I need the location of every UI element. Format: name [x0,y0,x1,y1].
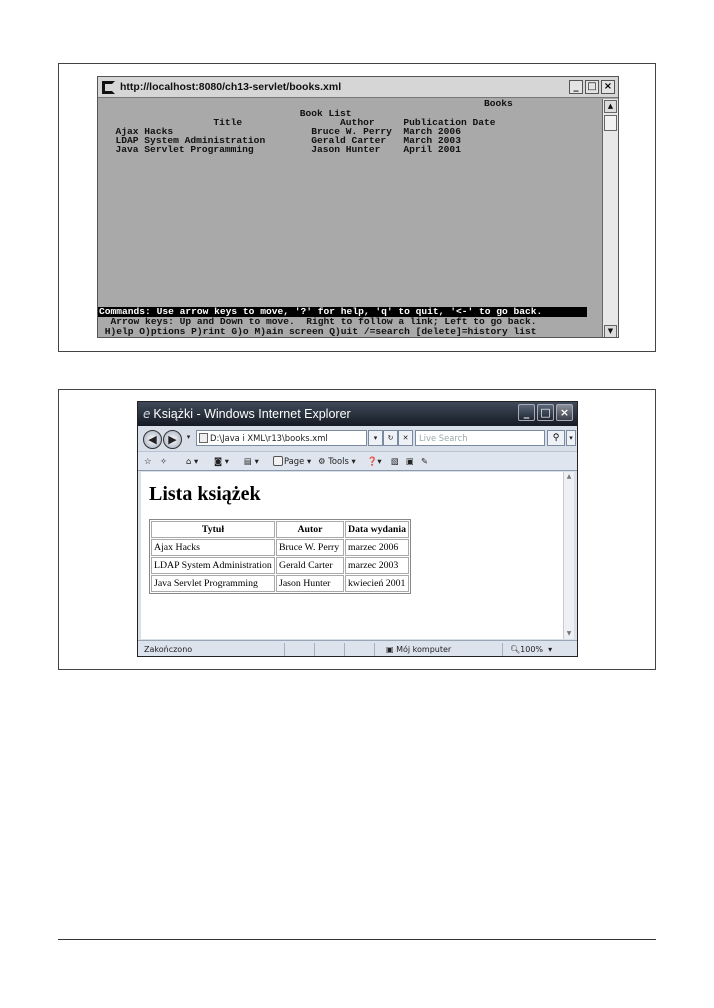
cell-date: kwiecień 2001 [345,575,409,592]
refresh-icon[interactable]: ↻ [383,430,398,446]
status-divider [314,643,315,657]
minimize-button[interactable]: _ [518,404,535,421]
table-row [151,557,409,574]
ie-scrollbar[interactable] [563,472,574,639]
tools-extra-icon[interactable]: ✎ [421,456,429,466]
ie-logo-icon: e [143,407,151,421]
lynx-arrow-help: Arrow keys: Up and Down to move. Right to follow a link; Left to go back. [99,316,537,327]
status-divider [502,643,503,657]
lynx-table-row: Ajax Hacks Bruce W. Perry March 2006 [104,126,461,137]
home-icon[interactable]: ⌂ ▾ [186,456,199,466]
books-table [149,519,411,594]
status-divider [284,643,285,657]
lynx-table-row: Java Servlet Programming Jason Hunter April 2001 [104,144,461,155]
ie-window-title: Książki - Windows Internet Explorer [153,407,351,421]
status-bar [138,640,577,657]
status-divider [374,643,375,657]
cell-author: Gerald Carter [276,557,344,574]
search-icon[interactable]: ⚲ [547,430,565,446]
research-icon[interactable]: ▧ [391,456,399,466]
page-menu[interactable]: Page ▾ [273,455,311,468]
search-input[interactable]: Live Search [415,430,545,446]
ie-window [137,401,578,657]
close-button[interactable]: × [556,404,573,421]
scroll-down-icon[interactable]: ▼ [566,630,572,637]
page-footer-rule [58,939,656,940]
zoom-level: 100% [520,645,544,654]
cell-author: Bruce W. Perry [276,539,344,556]
favorites-star-icon[interactable]: ☆ [144,456,152,466]
help-icon[interactable]: ❓▾ [367,456,382,466]
lynx-page-title: Books [104,98,513,109]
lynx-heading: Book List [104,108,352,119]
stop-icon[interactable]: ✕ [398,430,413,446]
zone-label: Mój komputer [396,645,452,654]
print-icon[interactable]: ▤ ▾ [244,456,259,466]
feeds-icon[interactable]: ◙ ▾ [214,456,229,466]
command-bar [138,451,577,471]
address-dropdown-icon[interactable]: ▾ [368,430,383,446]
console-app-icon [102,81,115,94]
column-header-title: Tytuł [151,521,275,538]
lynx-table-header: Title Author Publication Date [104,117,496,128]
figure-frame-lynx [58,63,656,352]
table-row [151,539,409,556]
history-dropdown-icon[interactable]: ▾ [186,433,191,441]
add-favorites-icon[interactable]: ✧ [160,456,168,466]
cell-title: Ajax Hacks [151,539,275,556]
address-bar-row [138,427,577,451]
zoom-icon: 🔍︎ [510,645,521,654]
lynx-page-content [98,99,604,338]
lynx-table-row: LDAP System Administration Gerald Carter March 2003 [104,135,461,146]
figure-frame-ie [58,389,656,670]
ie-title-bar [138,402,577,426]
scrollbar-thumb[interactable] [604,115,617,131]
cell-title: Java Servlet Programming [151,575,275,592]
maximize-button[interactable]: □ [537,404,554,421]
search-options-icon[interactable]: ▾ [566,430,576,446]
page-icon [273,456,283,466]
page-content [141,472,565,639]
page-icon [199,433,208,443]
computer-icon: ▣ [386,645,394,654]
column-header-author: Autor [276,521,344,538]
close-button[interactable]: × [601,80,615,94]
lynx-window-title: http://localhost:8080/ch13-servlet/books.xml [120,81,342,93]
status-divider [344,643,345,657]
lynx-window [97,76,619,338]
forward-arrow-icon[interactable]: ▶ [163,430,182,449]
cell-title: LDAP System Administration [151,557,275,574]
back-arrow-icon[interactable]: ◀ [143,430,162,449]
minimize-button[interactable]: _ [569,80,583,94]
cell-date: marzec 2003 [345,557,409,574]
tools-menu[interactable]: ⚙ Tools ▾ [318,456,356,466]
table-header-row [151,521,409,538]
lynx-command-help: Commands: Use arrow keys to move, '?' for help, 'q' to quit, '<-' to go back. [99,306,543,317]
scroll-down-icon[interactable]: ▼ [604,325,617,338]
gear-icon: ⚙ [318,456,326,466]
column-header-date: Data wydania [345,521,409,538]
cell-author: Jason Hunter [276,575,344,592]
maximize-button[interactable]: □ [585,80,599,94]
page-menu-label: Page [284,456,305,466]
scroll-up-icon[interactable]: ▲ [566,473,572,480]
status-text: Zakończono [144,645,193,654]
messenger-icon[interactable]: ▣ [406,456,414,466]
scroll-up-icon[interactable]: ▲ [604,100,617,113]
cell-date: marzec 2006 [345,539,409,556]
zone-info [386,644,451,656]
lynx-title-bar [98,77,618,98]
lynx-scrollbar[interactable] [602,99,618,338]
page-heading: Lista książek [149,483,261,505]
tools-menu-label: Tools [328,456,349,466]
lynx-menu-line: H)elp O)ptions P)rint G)o M)ain screen Q)uit /=search [delete]=history list [99,326,537,337]
address-value: D:\Java i XML\r13\books.xml [210,433,328,443]
table-row [151,575,409,592]
zoom-control[interactable]: 🔍︎100% ▾ [510,645,553,654]
address-input[interactable] [196,430,367,446]
